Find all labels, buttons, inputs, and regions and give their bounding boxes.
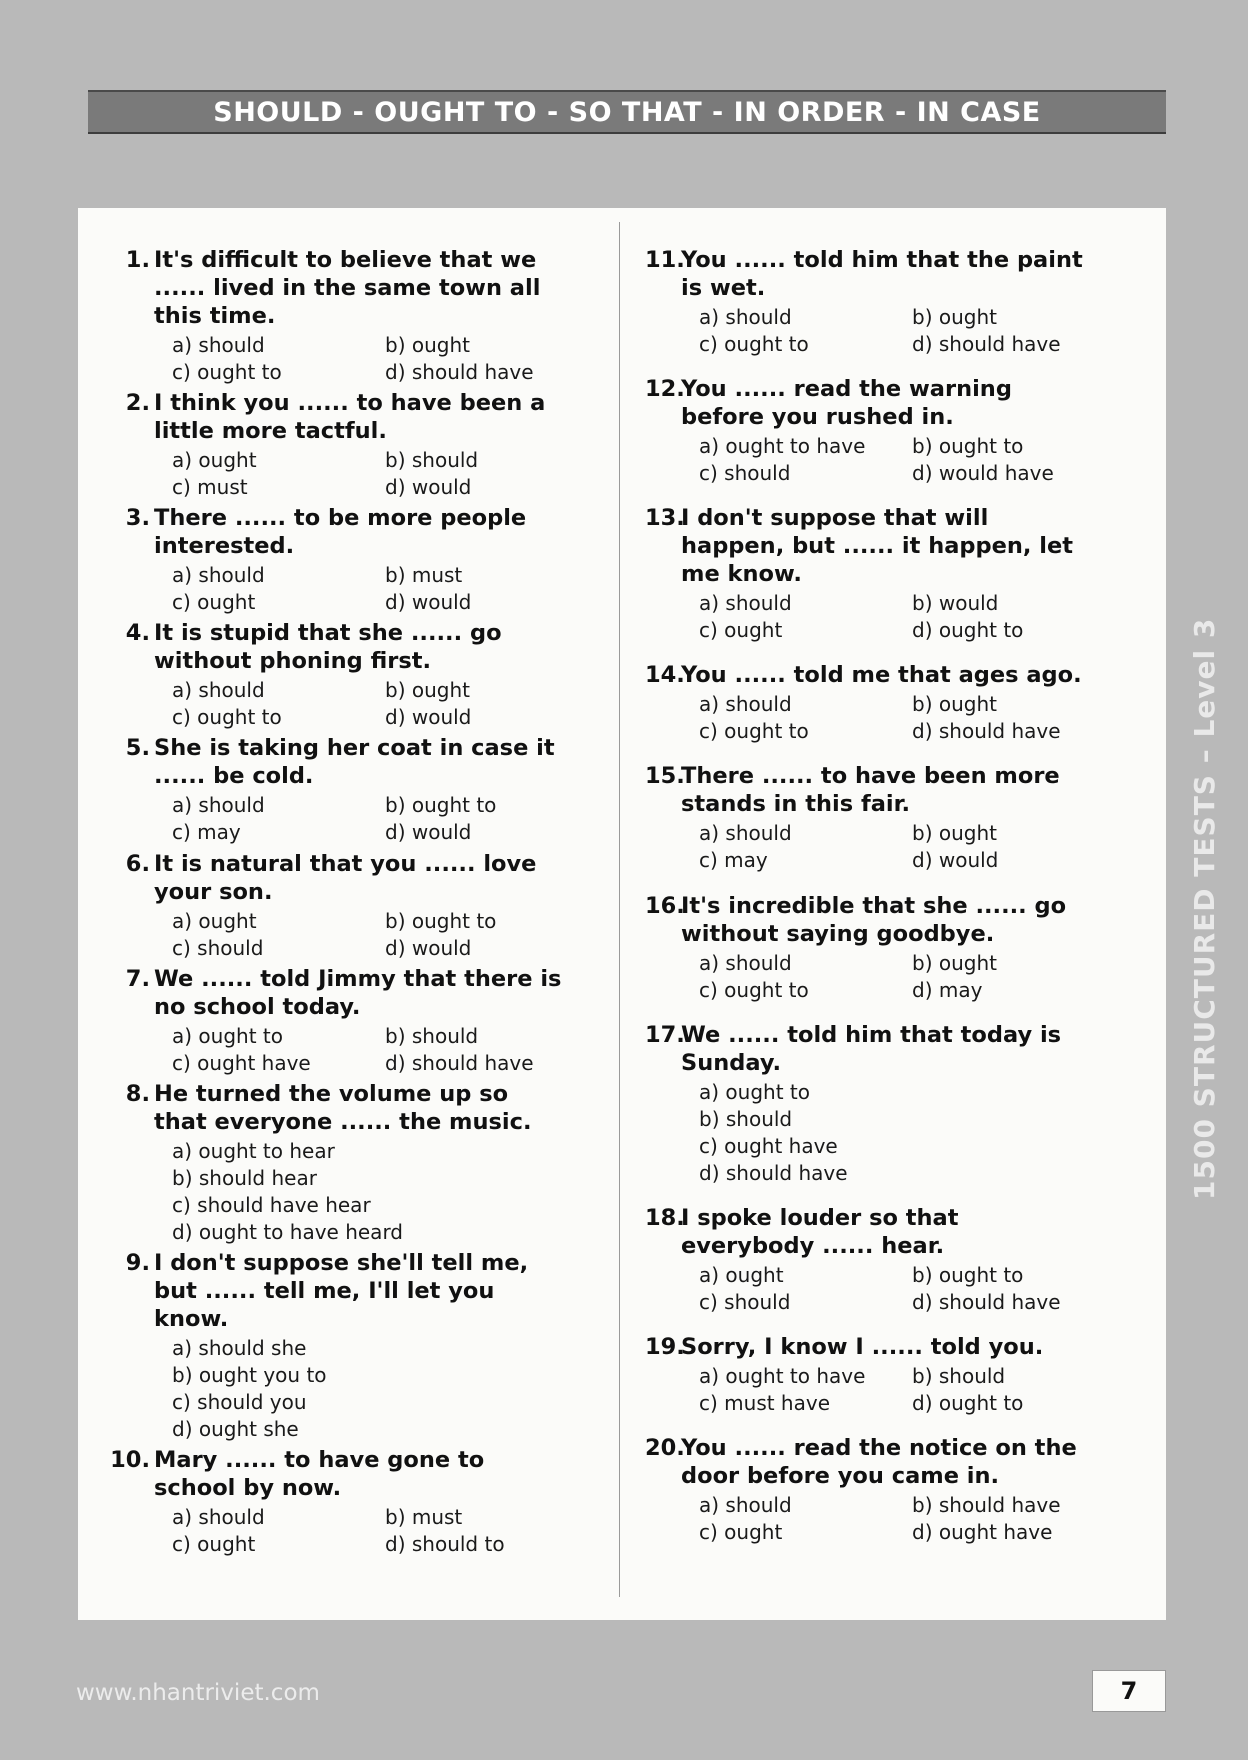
question-stem (645, 1021, 1095, 1077)
answer-option[interactable]: a) should (699, 591, 792, 616)
answer-option[interactable]: c) may (699, 848, 768, 873)
question-item (118, 1080, 568, 1246)
question-number: 17. (645, 1021, 685, 1048)
question-number: 20. (645, 1434, 685, 1461)
question-item (118, 1249, 568, 1443)
question-number: 6. (125, 850, 150, 877)
answer-option[interactable]: a) should (172, 793, 265, 818)
answer-options (172, 447, 568, 501)
question-number: 11. (645, 247, 685, 273)
answer-option[interactable]: c) ought to (699, 977, 809, 1002)
question-number: 15. (645, 763, 685, 790)
question-text: It's difficult to believe that we ...... lived in the same town all this time. (154, 247, 541, 329)
answer-option[interactable]: b) ought to (385, 793, 497, 818)
question-item (110, 1446, 568, 1558)
answer-option[interactable]: c) ought to (699, 332, 809, 356)
answer-option[interactable]: d) should to (385, 1531, 505, 1556)
answer-option[interactable]: b) must (385, 563, 463, 588)
answer-option[interactable]: b) ought (385, 333, 470, 357)
answer-option[interactable]: d) should have (385, 1050, 534, 1075)
answer-option[interactable]: d) would (385, 475, 472, 500)
page-number: 7 (1092, 1670, 1166, 1712)
answer-option[interactable]: d) would (385, 820, 472, 845)
answer-option[interactable]: d) should have (912, 1289, 1061, 1314)
answer-options (172, 562, 568, 616)
question-text: We ...... told him that today is Sunday. (681, 1021, 1062, 1076)
answer-options (699, 433, 1095, 487)
answer-options (172, 792, 568, 846)
question-item (645, 375, 1095, 487)
answer-options (172, 1023, 568, 1077)
answer-options (699, 691, 1095, 745)
question-number: 10. (110, 1446, 150, 1473)
answer-options (699, 1262, 1095, 1316)
page-header (88, 90, 1166, 134)
question-number: 5. (125, 735, 150, 762)
question-stem (118, 965, 568, 1021)
answer-option[interactable]: b) should hear (172, 1165, 317, 1190)
answer-option[interactable]: d) should have (912, 332, 1061, 356)
answer-options (699, 1492, 1095, 1546)
answer-options (172, 1335, 568, 1443)
answer-option[interactable]: b) ought (385, 678, 470, 703)
question-item (118, 850, 568, 962)
question-number: 18. (645, 1204, 685, 1231)
question-number: 8. (125, 1080, 150, 1107)
answer-option[interactable]: b) ought (912, 692, 997, 717)
answer-option[interactable]: c) should (172, 935, 264, 960)
answer-option[interactable]: a) ought to (172, 1023, 283, 1048)
question-text: You ...... read the warning before you rushed in. (681, 376, 1012, 431)
column-divider (619, 222, 620, 1597)
answer-option[interactable]: a) ought (172, 908, 257, 933)
question-number: 7. (125, 965, 150, 992)
question-stem (645, 892, 1095, 948)
answer-option[interactable]: a) ought to hear (172, 1138, 335, 1163)
right-question-column (645, 246, 1095, 1546)
question-item (118, 734, 568, 846)
question-stem (645, 1434, 1095, 1490)
answer-option[interactable]: a) should (699, 821, 792, 846)
question-text: You ...... told him that the paint is wet. (681, 247, 1083, 301)
answer-option[interactable]: a) should (699, 305, 792, 329)
answer-option[interactable]: c) ought to (172, 705, 282, 730)
answer-option[interactable]: b) must (385, 1504, 463, 1529)
question-stem (645, 762, 1095, 818)
question-item (645, 504, 1095, 644)
question-text: He turned the volume up so that everyone ...... the music. (154, 1080, 532, 1135)
answer-options (699, 1363, 1095, 1417)
answer-option[interactable]: a) should (172, 1504, 265, 1529)
answer-option[interactable]: c) should (699, 1289, 791, 1314)
question-number: 19. (645, 1333, 685, 1360)
answer-option[interactable]: d) should have (699, 1160, 848, 1185)
question-stem (118, 1249, 568, 1333)
answer-option[interactable]: a) should (172, 333, 265, 357)
answer-option[interactable]: d) ought to (912, 1390, 1024, 1415)
question-item (645, 246, 1095, 358)
question-item (645, 1021, 1095, 1187)
answer-option[interactable]: b) should (385, 1023, 479, 1048)
question-stem (118, 1080, 568, 1136)
answer-option[interactable]: c) ought to (172, 360, 282, 384)
footer-url: www.nhantriviet.com (76, 1680, 320, 1706)
answer-options (172, 1138, 568, 1246)
answer-option[interactable]: c) should have hear (172, 1192, 371, 1217)
question-item (118, 619, 568, 731)
answer-option[interactable]: d) ought to (912, 618, 1024, 643)
answer-option[interactable]: a) should (699, 950, 792, 975)
answer-option[interactable]: d) would (385, 590, 472, 615)
question-stem (645, 246, 1095, 302)
answer-option[interactable]: c) must (172, 475, 248, 500)
question-text: I spoke louder so that everybody ...... hear. (681, 1204, 959, 1259)
question-number: 2. (125, 390, 150, 417)
question-text: It is stupid that she ...... go without phoning first. (154, 620, 502, 675)
question-stem (118, 246, 568, 330)
answer-option[interactable]: b) ought (912, 821, 997, 846)
question-text: She is taking her coat in case it ...... be cold. (154, 735, 555, 790)
question-stem (118, 734, 568, 790)
left-question-column (110, 246, 568, 1558)
question-item (645, 1204, 1095, 1316)
question-text: I don't suppose she'll tell me, but ...... tell me, I'll let you know. (154, 1249, 529, 1332)
answer-option[interactable]: d) may (912, 977, 983, 1002)
question-item (645, 661, 1095, 745)
answer-option[interactable]: a) should (172, 563, 265, 588)
answer-option[interactable]: b) should (385, 448, 479, 473)
question-stem (645, 375, 1095, 431)
answer-options (172, 677, 568, 731)
answer-option[interactable]: a) should (699, 692, 792, 717)
page-title: SHOULD - OUGHT TO - SO THAT - IN ORDER - IN CASE (213, 96, 1041, 128)
question-stem (118, 389, 568, 445)
answer-option[interactable]: d) would (385, 705, 472, 730)
answer-option[interactable]: d) ought to have heard (172, 1219, 404, 1244)
answer-options (699, 304, 1095, 358)
answer-option[interactable]: a) should (172, 678, 265, 703)
answer-option[interactable]: c) ought (699, 618, 783, 643)
question-text: I think you ...... to have been a little more tactful. (154, 390, 546, 445)
question-stem (645, 1333, 1095, 1361)
question-stem (118, 619, 568, 675)
answer-options (172, 332, 568, 386)
answer-options (699, 590, 1095, 644)
question-number: 1. (125, 247, 150, 273)
question-item (118, 389, 568, 501)
answer-options (699, 950, 1095, 1004)
answer-option[interactable]: a) ought to (699, 1079, 810, 1104)
question-stem (645, 504, 1095, 588)
answer-option[interactable]: a) ought to have (699, 1363, 866, 1388)
answer-options (699, 820, 1095, 874)
answer-option[interactable]: b) ought to (912, 434, 1024, 459)
question-stem (118, 504, 568, 560)
answer-option[interactable]: d) would (385, 935, 472, 960)
question-stem (645, 1204, 1095, 1260)
answer-option[interactable]: b) ought (912, 950, 997, 975)
answer-option[interactable]: c) ought (699, 1519, 783, 1544)
answer-option[interactable]: d) should have (385, 360, 534, 384)
answer-option[interactable]: c) ought to (699, 719, 809, 744)
question-stem (645, 661, 1095, 689)
answer-option[interactable]: b) ought (912, 305, 997, 329)
question-item (645, 892, 1095, 1004)
question-text: It is natural that you ...... love your son. (154, 850, 537, 905)
question-text: We ...... told Jimmy that there is no school today. (154, 965, 562, 1020)
answer-options (699, 1079, 1095, 1187)
answer-option[interactable]: a) should she (172, 1335, 307, 1360)
question-item (118, 246, 568, 386)
answer-option[interactable]: b) should have (912, 1492, 1061, 1517)
question-item (118, 965, 568, 1077)
question-text: You ...... read the notice on the door before you came in. (681, 1434, 1077, 1489)
answer-option[interactable]: c) must have (699, 1390, 831, 1415)
answer-option[interactable]: b) should (912, 1363, 1006, 1388)
question-number: 14. (645, 662, 685, 689)
question-text: You ...... told me that ages ago. (681, 662, 1082, 689)
question-text: Sorry, I know I ...... told you. (681, 1333, 1044, 1360)
answer-option[interactable]: a) ought (699, 1262, 784, 1287)
question-number: 4. (125, 620, 150, 647)
question-number: 13. (645, 505, 685, 532)
answer-option[interactable]: a) ought (172, 448, 257, 473)
answer-option[interactable]: b) ought to (385, 908, 497, 933)
answer-option[interactable]: a) should (699, 1492, 792, 1517)
answer-option[interactable]: c) ought have (699, 1133, 838, 1158)
question-number: 3. (125, 505, 150, 532)
answer-option[interactable]: d) ought have (912, 1519, 1053, 1544)
answer-option[interactable]: c) ought (172, 590, 256, 615)
answer-option[interactable]: d) would have (912, 461, 1054, 486)
question-item (645, 1333, 1095, 1417)
answer-option[interactable]: d) would (912, 848, 999, 873)
answer-option[interactable]: c) should you (172, 1389, 307, 1414)
answer-option[interactable]: a) ought to have (699, 434, 866, 459)
question-text: There ...... to have been more stands in this fair. (681, 763, 1060, 818)
answer-option[interactable]: b) ought to (912, 1262, 1024, 1287)
question-text: It's incredible that she ...... go without saying goodbye. (681, 892, 1067, 947)
answer-option[interactable]: c) may (172, 820, 241, 845)
question-number: 12. (645, 376, 685, 403)
question-item (645, 762, 1095, 874)
answer-options (172, 1504, 568, 1558)
answer-option[interactable]: b) should (699, 1106, 793, 1131)
answer-option[interactable]: d) should have (912, 719, 1061, 744)
question-number: 9. (125, 1249, 150, 1276)
question-item (645, 1434, 1095, 1546)
answer-option[interactable]: d) ought she (172, 1416, 299, 1441)
question-text: I don't suppose that will happen, but ...... it happen, let me know. (681, 505, 1074, 588)
question-item (118, 504, 568, 616)
answer-option[interactable]: b) ought you to (172, 1362, 327, 1387)
series-label: 1500 STRUCTURED TESTS – Level 3 (1188, 617, 1221, 1200)
question-stem (118, 850, 568, 906)
question-number: 16. (645, 892, 685, 919)
answer-option[interactable]: c) should (699, 461, 791, 486)
answer-option[interactable]: c) ought (172, 1531, 256, 1556)
answer-option[interactable]: c) ought have (172, 1050, 311, 1075)
answer-option[interactable]: b) would (912, 591, 999, 616)
question-text: Mary ...... to have gone to school by now. (154, 1446, 485, 1501)
question-stem (110, 1446, 568, 1502)
question-text: There ...... to be more people interested. (154, 505, 527, 560)
answer-options (172, 908, 568, 962)
